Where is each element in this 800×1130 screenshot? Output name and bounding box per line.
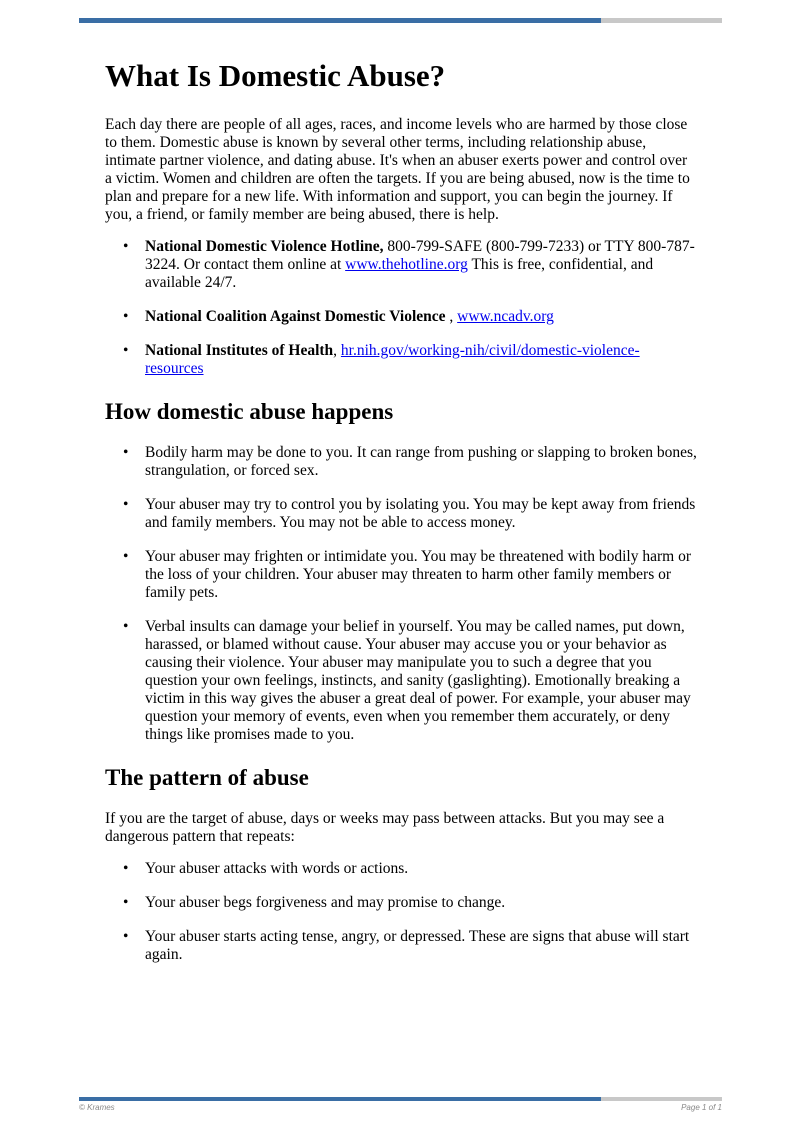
intro-paragraph: Each day there are people of all ages, races, and income levels who are harmed by those close to them. Domestic abuse is known by several other terms, including relationship abuse, intimate partner violence, and dating abuse. It's when an abuser exerts power and control over a victim. Women and children are often the targets. If you are being abused, now is the time to plan and prepare for a new life. With information and support, you can begin the journey. If you, a friend, or family member are being abused, there is help. bbox=[105, 116, 690, 223]
list-item: • Your abuser may frighten or intimidate you. You may be threatened with bodily harm or the loss of your children. Your abuser may threaten to harm other family members or family pets. bbox=[145, 548, 697, 602]
hotline-link[interactable]: www.thehotline.org bbox=[345, 256, 468, 273]
list-item bbox=[145, 308, 697, 326]
bottom-divider-accent bbox=[79, 1097, 601, 1101]
copyright-text: © Krames bbox=[79, 1103, 115, 1112]
resource-text: , bbox=[333, 342, 341, 359]
section-heading-how: How domestic abuse happens bbox=[105, 399, 394, 424]
ncadv-link[interactable]: www.ncadv.org bbox=[457, 308, 554, 325]
pattern-intro: If you are the target of abuse, days or weeks may pass between attacks. But you may see a dangerous pattern that repeats: bbox=[105, 810, 665, 845]
resource-list bbox=[105, 238, 697, 378]
nih-link[interactable]: hr.nih.gov/working-nih/civil/domestic-violence-resources bbox=[145, 342, 640, 377]
page-title: What Is Domestic Abuse? bbox=[105, 58, 446, 93]
resource-name: National Coalition Against Domestic Violence bbox=[145, 308, 446, 325]
list-item bbox=[145, 238, 697, 292]
list-item: • Your abuser begs forgiveness and may promise to change. bbox=[145, 894, 697, 912]
pattern-list bbox=[105, 860, 697, 964]
section-heading-pattern: The pattern of abuse bbox=[105, 765, 309, 790]
footer bbox=[79, 1103, 722, 1112]
article bbox=[105, 58, 697, 980]
top-divider-accent bbox=[79, 18, 601, 23]
resource-text: This is free, confidential, and available 24/7. bbox=[145, 256, 654, 291]
resource-name: National Domestic Violence Hotline, bbox=[145, 238, 384, 255]
list-item: • Your abuser starts acting tense, angry, or depressed. These are signs that abuse will start again. bbox=[145, 928, 697, 964]
resource-text: 800-799-SAFE (800-799-7233) or TTY 800-787-3224. Or contact them online at bbox=[145, 238, 695, 273]
page-number: Page 1 of 1 bbox=[681, 1103, 722, 1112]
list-item: • Bodily harm may be done to you. It can range from pushing or slapping to broken bones, strangulation, or forced sex. bbox=[145, 444, 697, 480]
list-item: • Verbal insults can damage your belief in yourself. You may be called names, put down, harassed, or blamed without cause. Your abuser may accuse you or your behavior as causing their violence. Your abuser may manipulate you to such a degree that you question your own feelings, instincts, and sanity (gaslighting). Emotionally breaking a victim in this way gives the abuser a great deal of power. For example, your abuser may question your memory of events, even when you remember them accurately, or deny things like promises made to you. bbox=[145, 618, 697, 744]
resource-text: , bbox=[445, 308, 458, 325]
how-list bbox=[105, 444, 697, 744]
list-item: • Your abuser may try to control you by isolating you. You may be kept away from friends and family members. You may not be able to access money. bbox=[145, 496, 697, 532]
list-item bbox=[145, 342, 697, 378]
resource-name: National Institutes of Health bbox=[145, 342, 334, 359]
list-item: • Your abuser attacks with words or actions. bbox=[145, 860, 697, 878]
bottom-divider bbox=[79, 1097, 722, 1101]
top-divider bbox=[79, 18, 722, 23]
